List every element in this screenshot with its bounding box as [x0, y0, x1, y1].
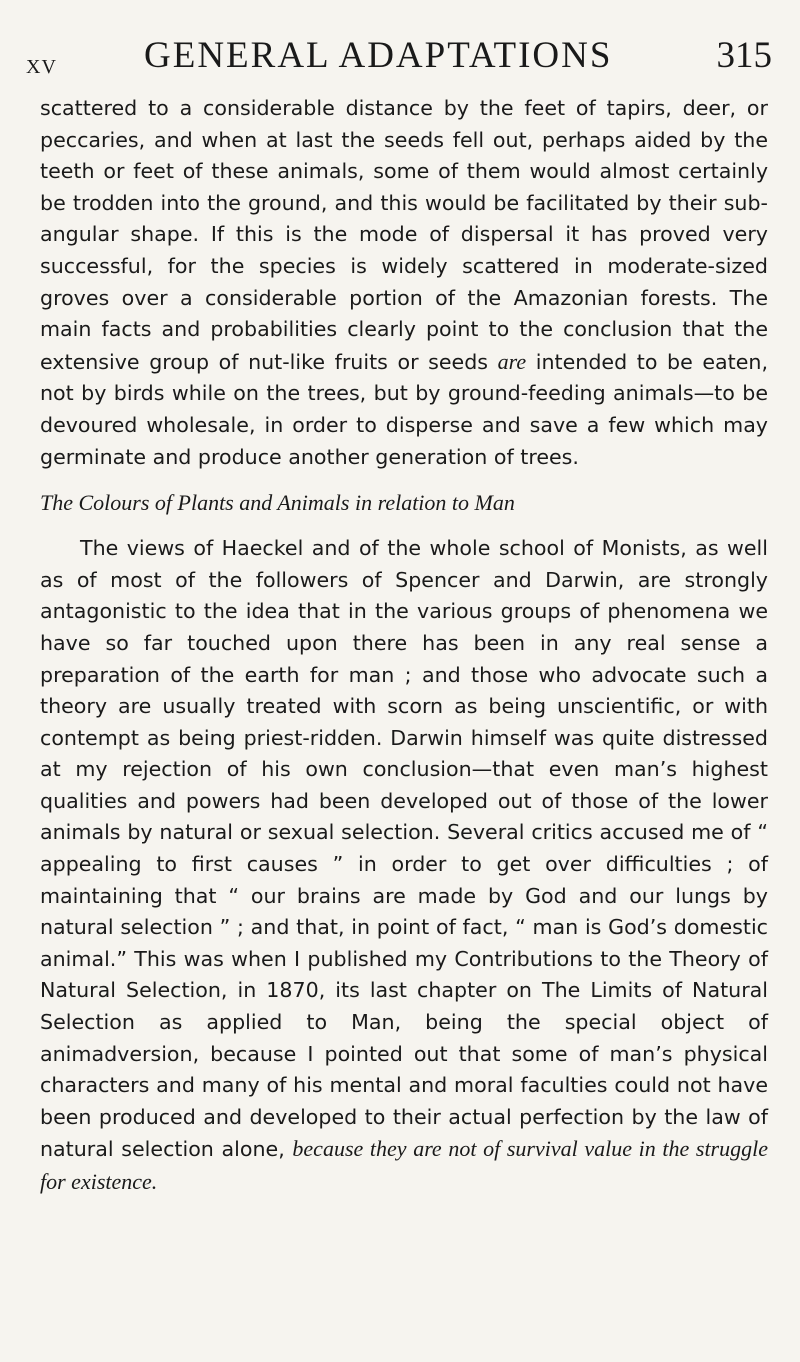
- running-head: [26, 34, 772, 82]
- page-number: 315: [716, 35, 772, 76]
- paragraph-text: scattered to a considerable distance by the feet of tapirs, deer, or peccaries, and when at last the seeds fell out, perhaps aided by the teeth or feet of these animals, some of them would almost certainly be trodden into the ground, and this would be facilitated by their sub-angular shape. If this is the mode of dispersal it has proved very successful, for the species is widely scattered in moderate-sized groves over a considerable portion of the Amazonian forests. The main facts and probabilities clearly point to the conclusion that the extensive group of nut-like fruits or seeds: [40, 96, 768, 374]
- paragraph-text: intended to be eaten, not by birds while on the trees, but by ground-feeding animals—to be devoured wholesale, in order to disperse and save a few which may germinate and produce another generation of trees.: [40, 349, 769, 469]
- paragraph-text: The views of Haeckel and of the whole school of Monists, as well as of most of the followers of Spencer and Darwin, are strongly antagonistic to the idea that in the various groups of phenomena we have so far touched upon there has been in any real sense a preparation of the earth for man ; and those who advocate such a theory are usually treated with scorn as being unscientific, or with contempt as being priest-ridden. Darwin himself was quite distressed at my rejection of his own conclusion—that even man’s highest qualities and powers had been developed out of those of the lower animals by natural or sexual selection. Several critics accused me of “ appealing to first causes ” in order to get over difficulties ; of maintaining that “ our brains are made by God and our lungs by natural selection ” ; and that, in point of fact, “ man is God’s domestic animal.” This was when I published my Contributions to the Theory of Natural Selection, in 1870, its last chapter on The Limits of Natural Selection as applied to Man, being the special object of animadversion, because I pointed out that some of man’s physical characters and many of his mental and moral faculties could not have been produced and developed to their actual perfection by the law of natural selection alone,: [40, 536, 768, 1162]
- running-title: GENERAL ADAPTATIONS: [144, 35, 613, 76]
- paragraph-continued: [40, 93, 768, 473]
- paragraph: [40, 533, 768, 1198]
- emphasis-text: because they are not of survival value in the struggle for existence.: [40, 1136, 768, 1194]
- section-heading: The Colours of Plants and Animals in relation to Man: [40, 490, 515, 516]
- emphasis-text: are: [497, 348, 527, 374]
- chapter-number: XV: [26, 56, 57, 78]
- body-text: [40, 93, 768, 1199]
